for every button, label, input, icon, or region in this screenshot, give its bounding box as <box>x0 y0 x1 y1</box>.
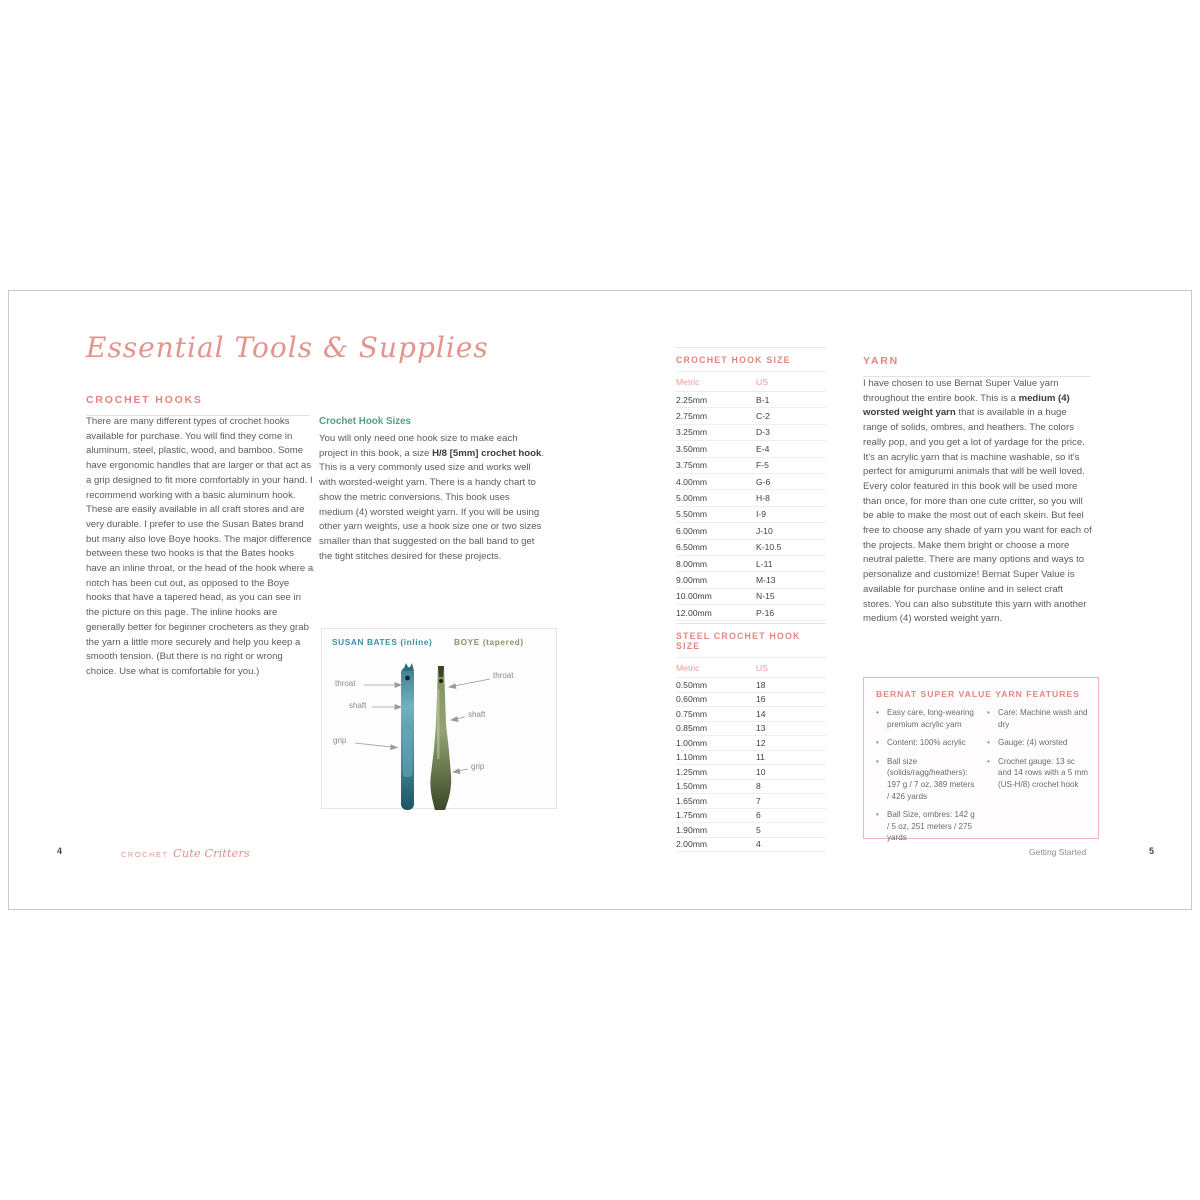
yarn-features-columns <box>876 707 1088 851</box>
metric-value: 3.25mm <box>676 427 708 438</box>
yarn-heading <box>863 351 1091 377</box>
yarn-heading-text: YARN <box>863 355 899 367</box>
hook-table-header <box>676 372 826 392</box>
us-value: 11 <box>756 752 765 763</box>
us-value: 7 <box>756 795 761 806</box>
left-page-number: 4 <box>57 846 63 856</box>
metric-value: 12.00mm <box>676 607 712 618</box>
steel-table-col-metric: Metric <box>676 663 700 673</box>
hook-table-col-us: US <box>756 377 768 387</box>
us-value: 6 <box>756 810 761 821</box>
table-row <box>676 736 826 751</box>
bullet-text: Ball Size, ombres: 142 g / 5 oz, 251 meters / 275 yards <box>887 810 975 843</box>
bullet-icon: • <box>987 738 990 748</box>
table-row <box>676 425 826 441</box>
boye-hook-shape <box>430 666 451 810</box>
us-value: G-6 <box>756 476 771 487</box>
us-value: E-4 <box>756 443 770 454</box>
metric-value: 1.75mm <box>676 810 708 821</box>
us-value: L-11 <box>756 558 773 569</box>
table-row <box>676 441 826 457</box>
us-value: C-2 <box>756 411 770 422</box>
us-value: 10 <box>756 766 766 777</box>
crochet-hooks-paragraph: There are many different types of crochet hooks available for purchase. You will find they come in aluminum, steel, plastic, wood, and bamboo. Some have ergonomic handles that are larger or that act as a grip designed to fit more comfortably in your hand. I recommend working with a basic aluminum hook. These are easily available in all craft stores and are very durable. I prefer to use the Susan Bates brand but many also love Boye hooks. The major difference between these two hooks is that the Bates hooks have an inline throat, or the head of the hook where a notch has been cut out, as opposed to the Boye hooks that have a tapered head, as you can see in the picture on this page. The inline hooks are generally better for beginner crocheters as they grab the yarn a little more securely and help you keep a smooth tension. (But there is no right or wrong choice. Use what is comfortable for you.) <box>86 416 314 677</box>
us-value: 14 <box>756 708 766 719</box>
metric-value: 2.00mm <box>676 839 708 850</box>
hook-table-body <box>676 392 826 621</box>
us-value: M-13 <box>756 574 776 585</box>
us-value: 12 <box>756 737 766 748</box>
table-row <box>676 392 826 408</box>
metric-value: 5.00mm <box>676 493 708 504</box>
metric-value: 1.50mm <box>676 781 708 792</box>
bates-hook-shape <box>401 663 414 810</box>
steel-hook-size-table <box>676 623 826 852</box>
metric-value: 5.50mm <box>676 509 708 520</box>
feature-bullet <box>876 809 977 844</box>
bullet-icon: • <box>876 708 879 717</box>
us-value: F-5 <box>756 460 769 471</box>
metric-value: 1.00mm <box>676 737 708 748</box>
bullet-text: Easy care, long-wearing premium acrylic yarn <box>887 708 974 729</box>
metric-value: 8.00mm <box>676 558 708 569</box>
steel-table-title: STEEL CROCHET HOOK SIZE <box>676 624 826 658</box>
hook-comparison-diagram <box>321 628 557 809</box>
us-value: D-3 <box>756 427 770 438</box>
bullet-text: Content: 100% acrylic <box>887 738 966 748</box>
table-row <box>676 540 826 556</box>
bullet-icon: • <box>987 756 990 766</box>
feature-bullet <box>987 737 1088 749</box>
yarn-text-pre: I have chosen to use Bernat Super Value yarn throughout the entire book. This is a <box>863 378 1059 404</box>
us-value: P-16 <box>756 607 775 618</box>
metric-value: 2.75mm <box>676 411 708 422</box>
metric-value: 3.75mm <box>676 460 708 471</box>
bullet-text: Care: Machine wash and dry <box>998 708 1088 729</box>
hook-sizes-paragraph <box>319 432 545 564</box>
book-title-footer <box>121 844 250 862</box>
page-title: Essential Tools & Supplies <box>86 331 489 364</box>
hook-illustration <box>322 629 558 810</box>
metric-value: 3.50mm <box>676 443 708 454</box>
boye-shaft-label: shaft <box>468 710 486 719</box>
book-title-script: Cute Critters <box>173 846 250 860</box>
table-row <box>676 722 826 737</box>
metric-value: 0.85mm <box>676 723 708 734</box>
us-value: 13 <box>756 723 766 734</box>
table-row <box>676 707 826 722</box>
boye-throat-label: throat <box>493 671 514 680</box>
metric-value: 2.25mm <box>676 394 708 405</box>
us-value: K-10.5 <box>756 542 782 553</box>
table-row <box>676 809 826 824</box>
table-row <box>676 605 826 621</box>
leader-lines <box>355 679 490 774</box>
metric-value: 1.65mm <box>676 795 708 806</box>
bullet-icon: • <box>876 756 879 766</box>
steel-table-col-us: US <box>756 663 768 673</box>
features-right-column <box>987 707 1088 851</box>
features-left-column <box>876 707 977 851</box>
table-row <box>676 678 826 693</box>
table-row <box>676 523 826 539</box>
hook-sizes-text-post: . This is a very commonly used size and works well with worsted-weight yarn. There is a handy chart to show the metric conversions. This book uses medium (4) worsted weight yarn. If you will be using other yarn weights, use a hook size one or two sizes smaller than that suggested on the ball band to get the tight stitches desired for these projects. <box>319 447 545 562</box>
bates-brand-label: SUSAN BATES (inline) <box>332 637 433 647</box>
chapter-footer: Getting Started <box>1029 847 1087 857</box>
table-row <box>676 693 826 708</box>
table-row <box>676 838 826 853</box>
boye-brand-label: BOYE (tapered) <box>454 637 524 647</box>
table-row <box>676 572 826 588</box>
steel-table-header <box>676 658 826 678</box>
us-value: I-9 <box>756 509 767 520</box>
metric-value: 0.60mm <box>676 694 708 705</box>
crochet-hook-size-table <box>676 347 826 621</box>
table-row <box>676 589 826 605</box>
table-row <box>676 751 826 766</box>
table-row <box>676 823 826 838</box>
crochet-hooks-heading-text: CROCHET HOOKS <box>86 394 203 406</box>
us-value: 16 <box>756 694 766 705</box>
bates-throat-label: throat <box>335 679 356 688</box>
hook-table-title: CROCHET HOOK SIZE <box>676 348 826 372</box>
table-row <box>676 556 826 572</box>
metric-value: 6.00mm <box>676 525 708 536</box>
hook-sizes-text-pre: You will only need one hook size to make each project in this book, a size <box>319 433 518 459</box>
metric-value: 1.25mm <box>676 766 708 777</box>
yarn-features-box <box>863 677 1099 843</box>
bullet-icon: • <box>876 810 879 820</box>
metric-value: 4.00mm <box>676 476 708 487</box>
boye-grip-label: grip <box>471 762 485 771</box>
feature-bullet <box>876 737 977 749</box>
metric-value: 10.00mm <box>676 591 712 602</box>
feature-bullet <box>876 707 977 730</box>
table-row <box>676 458 826 474</box>
metric-value: 1.10mm <box>676 752 708 763</box>
table-row <box>676 408 826 424</box>
us-value: H-8 <box>756 493 770 504</box>
book-label: CROCHET <box>121 850 169 859</box>
metric-value: 0.75mm <box>676 708 708 719</box>
us-value: B-1 <box>756 394 770 405</box>
steel-table-body <box>676 678 826 852</box>
bullet-icon: • <box>876 738 879 748</box>
yarn-text-bold: medium (4) worsted weight yarn <box>863 392 1070 419</box>
us-value: 4 <box>756 839 761 850</box>
book-spread <box>8 290 1192 910</box>
table-row <box>676 474 826 490</box>
hook-sizes-text-bold: H/8 [5mm] crochet hook <box>432 447 542 459</box>
yarn-text-post: that is available in a huge range of solids, ombres, and heathers. The colors really pop, and you get a lot of yardage for the price. It's an acrylic yarn that is machine washable, so it's perfect for amigurumi animals that will be well loved. Every color featured in this book will be used more than once, for more than one cute critter, so you will be able to make the most out of each skein. But feel free to choose any shade of yarn you want for each of the projects. Make them bright or choose a more neutral palette. There are many options and ways to personalize and customize! Bernat Super Value is available for purchase online and in select craft stores. You can also substitute this yarn with another medium (4) worsted weight yarn. <box>863 407 1092 625</box>
yarn-paragraph <box>863 377 1093 627</box>
metric-value: 1.90mm <box>676 824 708 835</box>
bullet-text: Gauge: (4) worsted <box>998 738 1068 748</box>
table-row <box>676 794 826 809</box>
us-value: J-10 <box>756 525 773 536</box>
us-value: 5 <box>756 824 761 835</box>
right-page-number: 5 <box>1149 846 1155 856</box>
crochet-hooks-heading <box>86 390 310 416</box>
us-value: 18 <box>756 679 766 690</box>
table-row <box>676 490 826 506</box>
metric-value: 0.50mm <box>676 679 708 690</box>
bullet-text: Ball size (solids/ragg/heathers): 197 g / 7 oz, 389 meters / 426 yards <box>887 756 975 801</box>
feature-bullet <box>876 756 977 802</box>
table-row <box>676 780 826 795</box>
table-row <box>676 507 826 523</box>
us-value: 8 <box>756 781 761 792</box>
bullet-icon: • <box>987 708 990 717</box>
bates-shaft-label: shaft <box>349 701 367 710</box>
metric-value: 6.50mm <box>676 542 708 553</box>
feature-bullet <box>987 707 1088 730</box>
us-value: N-15 <box>756 591 775 602</box>
metric-value: 9.00mm <box>676 574 708 585</box>
hook-table-col-metric: Metric <box>676 377 700 387</box>
hook-sizes-subheading: Crochet Hook Sizes <box>319 416 412 427</box>
feature-bullet <box>987 756 1088 791</box>
bullet-text: Crochet gauge: 13 sc and 14 rows with a 5 mm (US-H/8) crochet hook <box>998 756 1088 789</box>
yarn-features-title: BERNAT SUPER VALUE YARN FEATURES <box>876 689 1080 699</box>
bates-grip-label: grip <box>333 736 347 745</box>
table-row <box>676 765 826 780</box>
